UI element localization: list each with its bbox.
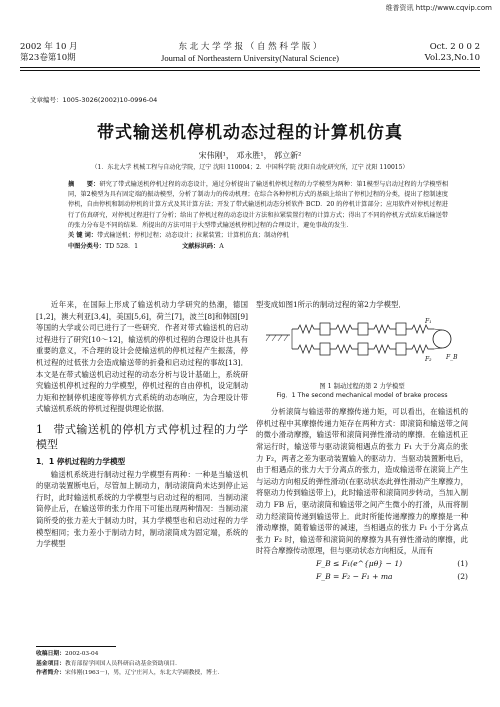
figure-caption: 图 1 制动过程的第 2 力学模型 — [319, 383, 405, 391]
received-label: 收稿日期： — [36, 651, 65, 657]
keywords-text: 带式输送机；停机过程；动态设计；拉紧装置；计算机仿真；制动停机 — [97, 232, 289, 240]
received-date: 2002-03-04 — [65, 651, 99, 657]
label-fb: F_B — [446, 353, 458, 361]
section-title: 带式输送机的停机方式停机过程的力学模型 — [36, 422, 248, 451]
keywords — [68, 231, 448, 242]
watermark: 维普资讯 http://www.cqvip.com — [385, 4, 492, 12]
mass-block — [320, 323, 330, 335]
abstract-text: 研究了带式输送机停机过程的动态设计，通过分析提出了输送机停机过程的力学模型为两种：第1模型与启动过程的力学模型相同，第2模型为具有固定端的振动模型，分析了制动力的传动机理；在综合各种停机方式的基础上给出了停机过程的分类，提出了控制速度停机，自由停机和制动停机的计算方式及其计算方法；开发了带式输送机动态分析软件 BCD．20 的停机计算部分；应用软件对停机过程进行了仿真研究，对停机过程进行了分析；给出了停机过程的动态设计方法和拉紧装置行程的计算方式；得出了不同的停机方式结束后输送带的张力分布是不同的结果．所提出的方法可用于大型带式输送机停机过程的合理设计，避免事故的发生． — [68, 181, 449, 229]
clc-value: TD 528．1 — [105, 242, 139, 250]
friction-paragraph: 分析滚筒与输送带的摩擦传递力矩，可以看出，在输送机的停机过程中其摩擦传递力矩存在两种方式：即滚筒和输送带之间的微小滑动摩擦，输送带和滚筒间弹性滑动的摩擦．在输送机正常运行时，输送带与驱动滚筒相遇点的张力 F₁ 大于分离点的张力 F₂，两者之差为驱动装置输入的驱动力．当驱动装置断电后，由于相遇点的张力大于分离点的张力，造成输送带在滚筒上产生与运动方向相反的弹性滑动(在驱动状态此弹性滑动产生摩擦力，将驱动力传到输送带上)，此时输送带和滚筒同步转动，当加入制动力 FB 后，驱动滚筒和输送带之间产生微小的打滑，从而将制动力经滚筒传递到输送带上．此时所能传递摩擦力的摩擦是一种滑动摩擦，随着输送带的减速，当相遇点的张力 F₁ 小于分离点张力 F₂ 时，输送带和滚筒间的摩擦为具有弹性滑动的摩擦，此时符合摩擦传动原理，但与驱动状态方向相反，从而有 — [256, 407, 468, 556]
authors: 宋伟刚¹， 邓永胜¹， 郭立新² — [198, 151, 302, 160]
label-f2: F₂ — [425, 355, 432, 363]
header-journal — [130, 42, 370, 64]
equation-1 — [256, 557, 468, 570]
mass-block — [358, 323, 368, 335]
model-paragraph: 输送机系统进行制动过程力学模型有两种：一种是当输送机的驱动装置断电后，尽管加上制动力，制动滚筒尚未达到停止运行时，此时输送机系统的力学模型与启动过程的相同．当制动滚筒停止后，在输送带的张力作用下可能出现两种情况：当制动滚筒所受的张力差大于制动力时，其力学模型也和启动过程的力学模型相同；张力差小于制动力时，制动滚筒成为固定端，系统的力学模型 — [36, 469, 248, 549]
spring — [330, 325, 358, 333]
label-f1: F₁ — [425, 317, 432, 325]
wall-hatch — [284, 335, 288, 341]
spring — [292, 325, 320, 333]
drum-icon — [433, 330, 451, 348]
wall-hatch — [278, 335, 282, 341]
right-column — [256, 299, 468, 583]
author-bio-label: 作者简介： — [36, 670, 65, 676]
mass-block — [396, 343, 406, 355]
equation-1-number: (1) — [457, 558, 468, 568]
footnote-rule — [36, 646, 116, 647]
figure-caption-en: Fig．1 The second mechanical model of brake process — [276, 392, 448, 400]
spring — [292, 345, 320, 353]
header-rule — [20, 67, 480, 68]
section-heading-1 — [36, 422, 248, 452]
doc-code-value: A — [219, 242, 224, 250]
footnote-received — [36, 650, 466, 660]
footnote-author — [36, 669, 466, 679]
belt-link — [434, 329, 442, 330]
abstract-block — [68, 180, 448, 252]
wall-hatch — [272, 335, 276, 341]
equation-2-number: (2) — [457, 571, 468, 581]
article-number: 文章编号：1005-3026(2002)10-0996-04 — [30, 96, 158, 104]
header-volume: 第23卷第10期 — [20, 53, 76, 63]
spring-row-bottom — [292, 343, 434, 355]
abstract — [68, 180, 448, 231]
spring — [368, 325, 396, 333]
mass-block — [396, 323, 406, 335]
header-date-en: Oct. 2 0 0 2 — [429, 42, 480, 52]
belt-link — [434, 348, 442, 349]
wall-hatch — [266, 335, 270, 341]
subsection-heading: 1．1 停机过程的力学模型 — [36, 456, 126, 466]
section-number: 1 — [36, 422, 43, 436]
clc-label: 中图分类号： — [68, 242, 106, 250]
paper-title: 带式输送机停机动态过程的计算机仿真 — [97, 123, 403, 143]
continued-paragraph: 型变成如图1所示的制动过程的第2力学模型． — [256, 300, 406, 309]
spring — [368, 345, 396, 353]
author-bio-text: 宋伟刚(1963－)，男，辽宁庄河人，东北大学副教授，博士． — [65, 670, 224, 676]
abstract-label: 摘 要： — [68, 181, 100, 188]
fund-label: 基金项目： — [36, 660, 65, 667]
intro-paragraph: 近年来，在国际上形成了输送机动力学研究的热潮，德国[1,2]，澳大利亚[3,4]，美国[5,6]，荷兰[7]，波兰[8]和韩国[9]等国的大学或公司已进行了一些研究．作者对带式输送机的启动过程进行了研究[10～12]，输送机的停机过程的合理设计也具有重要的意义，不合理的设计会使输送机的停机过程产生振荡，停机过程的过低张力会造成输送带的折叠和启动过程的事故[13]．本文是在带式输送机启动过程的动态分析与设计基础上，系统研究输送机停机过程的力学模型，停机过程的自由停机，设定制动力矩和控制停机速度等停机方式系统的动态响应，为合理设计带式输送机系统的停机过程提供理论依据． — [36, 300, 248, 414]
mass-block — [320, 343, 330, 355]
classification — [68, 242, 448, 253]
equation-2 — [256, 570, 468, 583]
spring-row-top — [292, 323, 434, 335]
journal-name-en: Journal of Northeastern University(Natural Science) — [161, 53, 339, 63]
left-column — [36, 299, 248, 550]
equation-2-body: F_B = F₂ − F₁ + ma — [316, 571, 393, 581]
equation-1-body: F_B ≤ F₁(e^{μθ} − 1) — [316, 558, 403, 568]
fund-text: 教育部留学回国人员科研启动基金资助项目． — [65, 660, 181, 667]
doc-code-label: 文献标识码： — [182, 242, 220, 250]
figure-brake-model — [262, 315, 462, 377]
header-rule-thin — [20, 70, 480, 71]
mass-block — [358, 343, 368, 355]
spring — [406, 345, 434, 353]
header-volume-en: Vol.23,No.10 — [424, 53, 480, 63]
header-issue-en — [425, 42, 480, 64]
spring — [330, 345, 358, 353]
keywords-label: 关 键 词： — [68, 232, 98, 240]
header-date: 2002 年 10 月 — [20, 42, 78, 52]
journal-name-cn: 东 北 大 学 学 报 （ 自 然 科 学 版 ） — [178, 42, 322, 52]
footnotes — [36, 650, 466, 679]
header-issue-date — [20, 42, 78, 64]
footnote-fund — [36, 660, 466, 670]
affiliation: （1．东北大学 机械工程与自动化学院，辽宁 沈阳 110004；2．中国科学院 沈阳自动化研究所，辽宁 沈阳 110015） — [91, 164, 409, 171]
spring — [406, 325, 434, 333]
